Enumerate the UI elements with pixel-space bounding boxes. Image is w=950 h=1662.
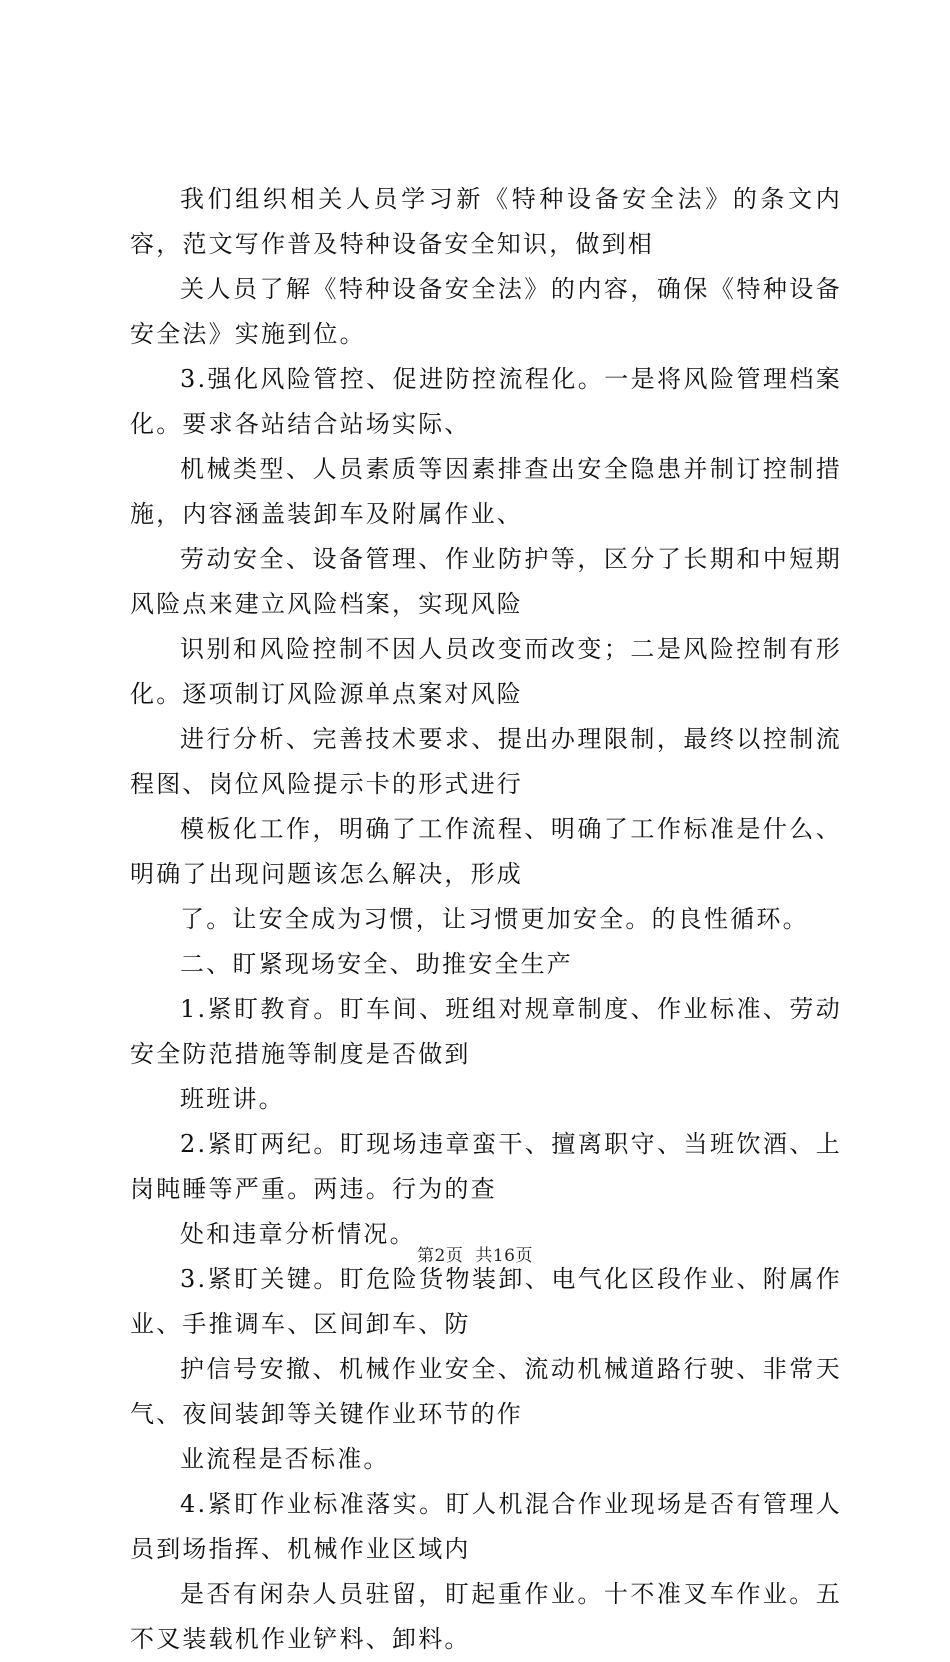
- paragraph: 处和违章分析情况。: [180, 1220, 416, 1248]
- paragraph: 了。让安全成为习惯，让习惯更加安全。的良性循环。: [180, 905, 809, 933]
- document-body: [130, 177, 842, 1662]
- paragraph: 3.强化风险管控、促进防控流程化。一是将风险管理档案化。要求各站结合站场实际、: [130, 365, 842, 438]
- paragraph: 3.紧盯关键。盯危险货物装卸、电气化区段作业、附属作业、手推调车、区间卸车、防: [130, 1265, 842, 1338]
- paragraph: 是否有闲杂人员驻留，盯起重作业。十不准叉车作业。五不叉装载机作业铲料、卸料。: [130, 1580, 842, 1653]
- paragraph: 模板化工作，明确了工作流程、明确了工作标准是什么、明确了出现问题该怎么解决，形成: [130, 815, 842, 888]
- paragraph: 4.紧盯作业标准落实。盯人机混合作业现场是否有管理人员到场指挥、机械作业区域内: [130, 1490, 842, 1563]
- paragraph: 班班讲。: [180, 1085, 285, 1113]
- page-total: 共16页: [475, 1246, 533, 1266]
- paragraph: 护信号安撤、机械作业安全、流动机械道路行驶、非常天气、夜间装卸等关键作业环节的作: [130, 1355, 842, 1428]
- paragraph: 机械类型、人员素质等因素排查出安全隐患并制订控制措施，内容涵盖装卸车及附属作业、: [130, 455, 842, 528]
- paragraph: 进行分析、完善技术要求、提出办理限制，最终以控制流程图、岗位风险提示卡的形式进行: [130, 725, 842, 798]
- paragraph: 我们组织相关人员学习新《特种设备安全法》的条文内容，范文写作普及特种设备安全知识，做到相: [130, 185, 842, 258]
- section-heading: 二、盯紧现场安全、助推安全生产: [180, 950, 573, 978]
- page-number: 第2页: [417, 1246, 464, 1266]
- paragraph: 业流程是否标准。: [180, 1445, 390, 1473]
- paragraph: 关人员了解《特种设备安全法》的内容，确保《特种设备安全法》实施到位。: [130, 275, 842, 348]
- paragraph: 劳动安全、设备管理、作业防护等，区分了长期和中短期风险点来建立风险档案，实现风险: [130, 545, 842, 618]
- paragraph: 识别和风险控制不因人员改变而改变；二是风险控制有形化。逐项制订风险源单点案对风险: [130, 635, 842, 708]
- paragraph: 2.紧盯两纪。盯现场违章蛮干、擅离职守、当班饮酒、上岗盹睡等严重。两违。行为的查: [130, 1130, 842, 1203]
- page-footer: [0, 1244, 950, 1268]
- paragraph: 1.紧盯教育。盯车间、班组对规章制度、作业标准、劳动安全防范措施等制度是否做到: [130, 995, 842, 1068]
